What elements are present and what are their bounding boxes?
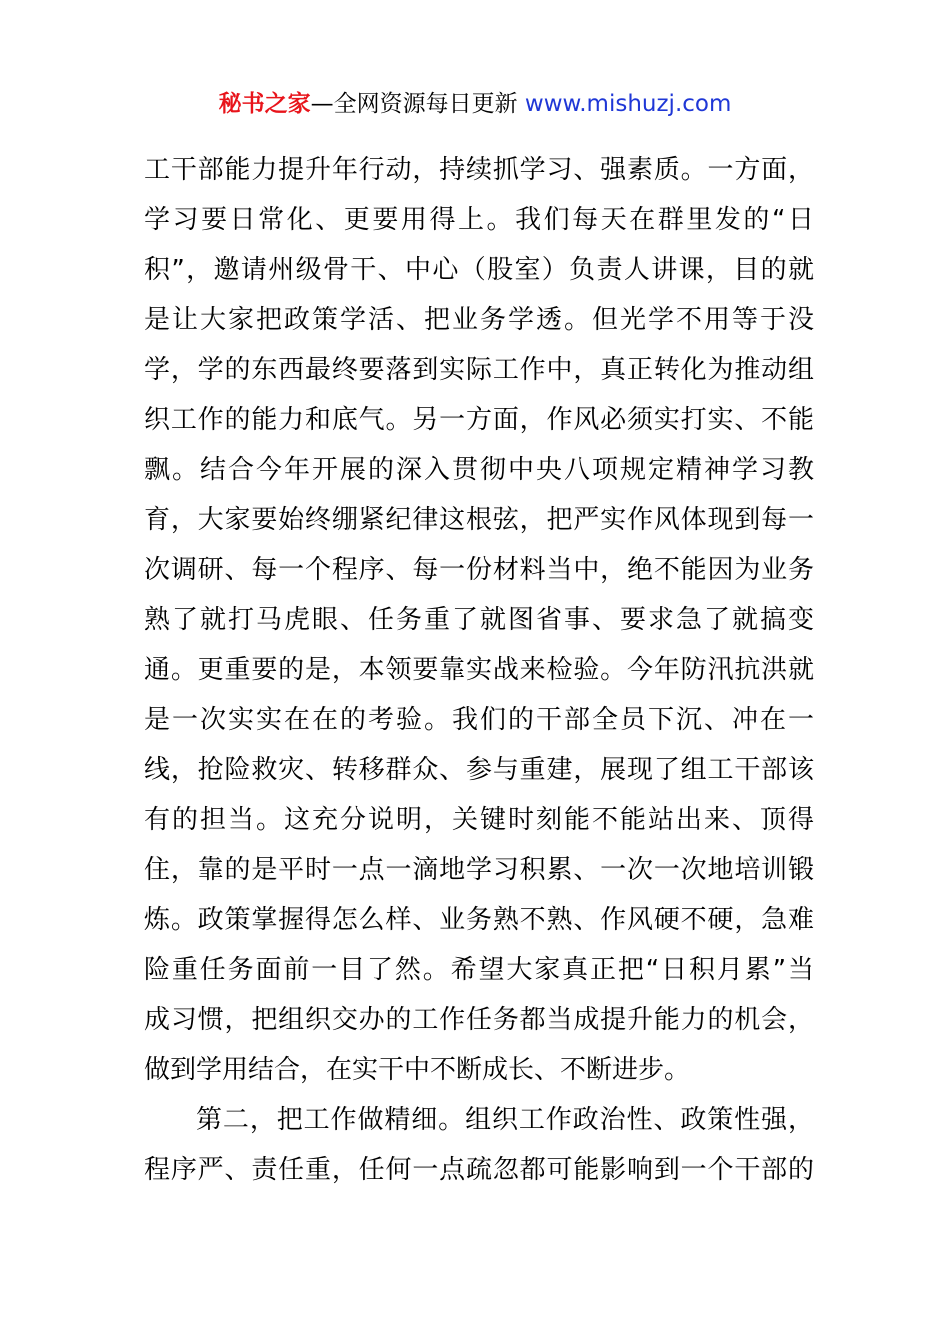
- text-line: 育，大家要始终绷紧纪律这根弦，把严实作风体现到每一: [144, 505, 814, 535]
- text-line: 成习惯，把组织交办的工作任务都当成提升能力的机会，: [144, 1005, 814, 1035]
- text-line: 是一次实实在在的考验。我们的干部全员下沉、冲在一: [144, 705, 814, 735]
- text-line: 住，靠的是平时一点一滴地学习积累、一次一次地培训锻: [144, 855, 814, 885]
- text-line: 通。更重要的是，本领要靠实战来检验。今年防汛抗洪就: [144, 655, 814, 685]
- text-line: 熟了就打马虎眼、任务重了就图省事、要求急了就搞变: [144, 605, 814, 635]
- text-line: 飘。结合今年开展的深入贯彻中央八项规定精神学习教: [144, 455, 814, 485]
- site-brand: 秘书之家: [218, 91, 311, 117]
- text-line: 有的担当。这充分说明，关键时刻能不能站出来、顶得: [144, 805, 814, 835]
- text-line: 线，抢险救灾、转移群众、参与重建，展现了组工干部该: [144, 755, 814, 785]
- text-line: 积”，邀请州级骨干、中心（股室）负责人讲课，目的就: [144, 255, 814, 285]
- text-line: 学，学的东西最终要落到实际工作中，真正转化为推动组: [144, 355, 814, 385]
- text-line: 险重任务面前一目了然。希望大家真正把“日积月累”当: [144, 955, 814, 985]
- paragraph-1: [144, 145, 814, 1095]
- text-line: 织工作的能力和底气。另一方面，作风必须实打实、不能: [144, 405, 814, 435]
- site-tagline: —全网资源每日更新: [310, 91, 525, 117]
- text-line: 做到学用结合，在实干中不断成长、不断进步。: [144, 1055, 691, 1085]
- text-line: 程序严、责任重，任何一点疏忽都可能影响到一个干部的: [144, 1155, 814, 1185]
- paragraph-2: [144, 1095, 814, 1195]
- text-line: 第二，把工作做精细。组织工作政治性、政策性强，: [196, 1105, 814, 1135]
- text-line: 炼。政策掌握得怎么样、业务熟不熟、作风硬不硬，急难: [144, 905, 814, 935]
- page-header: [0, 86, 950, 122]
- site-url: www.mishuzj.com: [524, 91, 732, 117]
- document-body: [144, 145, 814, 1195]
- text-line: 工干部能力提升年行动，持续抓学习、强素质。一方面，: [144, 155, 814, 185]
- text-line: 是让大家把政策学活、把业务学透。但光学不用等于没: [144, 305, 814, 335]
- text-line: 次调研、每一个程序、每一份材料当中，绝不能因为业务: [144, 555, 814, 585]
- text-line: 学习要日常化、更要用得上。我们每天在群里发的“日: [144, 205, 814, 235]
